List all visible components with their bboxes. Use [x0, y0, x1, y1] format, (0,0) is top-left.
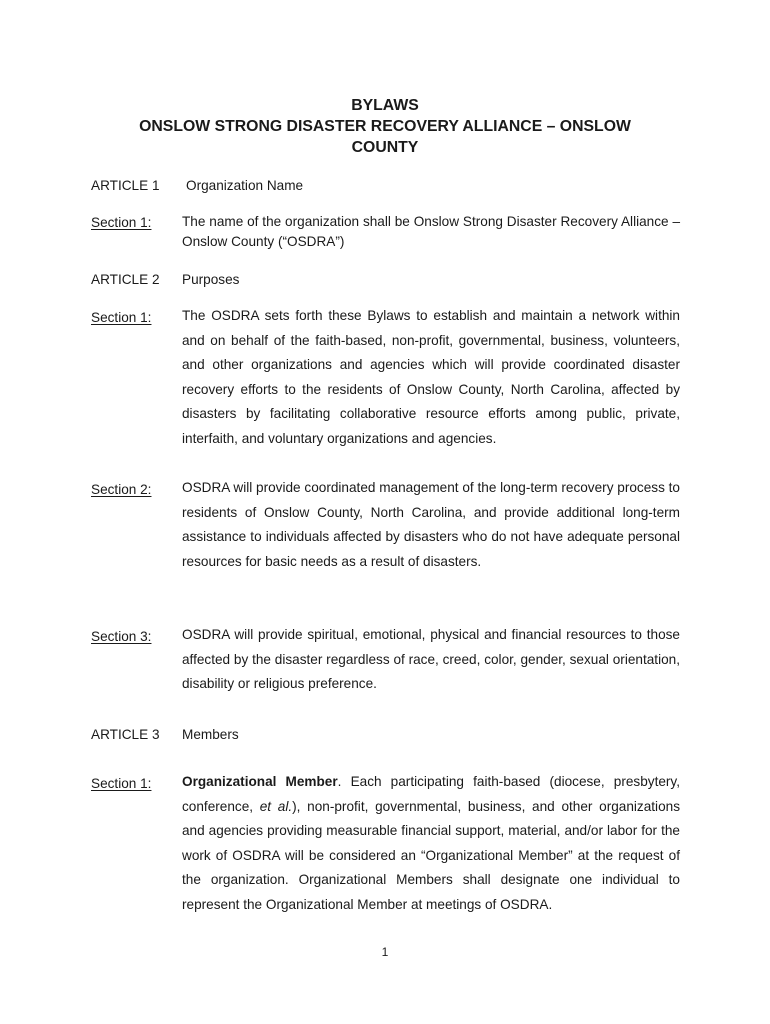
article-1-section-1-text: The name of the organization shall be Onslow Strong Disaster Recovery Alliance – Onslow County (“OSDRA”) — [182, 214, 680, 249]
et-al-text: et al. — [259, 798, 293, 814]
title-line-county: COUNTY — [351, 139, 419, 156]
section-1-text-rest: ), non-profit, governmental, business, and other organizations and agencies providing measurable financial support, material, and/or labor for the work of OSDRA will be considered an “Organizational Member” at the request of the organization. Organizational Members shall designate one individual to represent the Organizational Member at meetings of OSDRA. — [182, 798, 680, 912]
article-2-section-3-text: OSDRA will provide spiritual, emotional, physical and financial resources to those affected by the disaster regardless of race, creed, color, gender, sexual orientation, disability or religious preference. — [182, 627, 680, 692]
article-2-section-1-label: Section 1: — [91, 310, 152, 325]
section-1-text-part: . Each participating faith-based (diocese, presbytery, conference, — [182, 774, 680, 814]
article-1-heading: Organization Name — [186, 178, 304, 193]
article-1-section-1-label: Section 1: — [91, 215, 152, 230]
page-number: 1 — [381, 945, 389, 959]
article-3-section-1-label: Section 1: — [91, 776, 152, 791]
article-3-section-1-text — [182, 770, 680, 918]
article-3-heading: Members — [182, 727, 239, 742]
article-2-label: ARTICLE 2 — [91, 272, 160, 287]
article-2-section-1-text: The OSDRA sets forth these Bylaws to establish and maintain a network within and on behalf of the faith-based, non-profit, governmental, business, volunteers, and other organizations and agencies which will provide coordinated disaster recovery efforts to the residents of Onslow County, North Carolina, affected by disasters by facilitating collaborative resource efforts among public, private, interfaith, and voluntary organizations and agencies. — [182, 308, 680, 446]
article-2-section-2-text: OSDRA will provide coordinated management of the long-term recovery process to residents of Onslow County, North Carolina, and provide additional long-term assistance to individuals affected by disasters who do not have adequate personal resources for basic needs as a result of disasters. — [182, 480, 680, 569]
article-1-label: ARTICLE 1 — [91, 178, 160, 193]
title-line-organization: ONSLOW STRONG DISASTER RECOVERY ALLIANCE – ONSLOW — [139, 118, 631, 135]
document-title — [0, 95, 770, 158]
title-line-bylaws: BYLAWS — [351, 97, 419, 114]
article-2-section-2-label: Section 2: — [91, 482, 152, 497]
article-2-section-3-label: Section 3: — [91, 629, 152, 644]
article-3-label: ARTICLE 3 — [91, 727, 160, 742]
article-2-heading: Purposes — [182, 272, 240, 287]
organizational-member-term: Organizational Member — [182, 774, 338, 789]
